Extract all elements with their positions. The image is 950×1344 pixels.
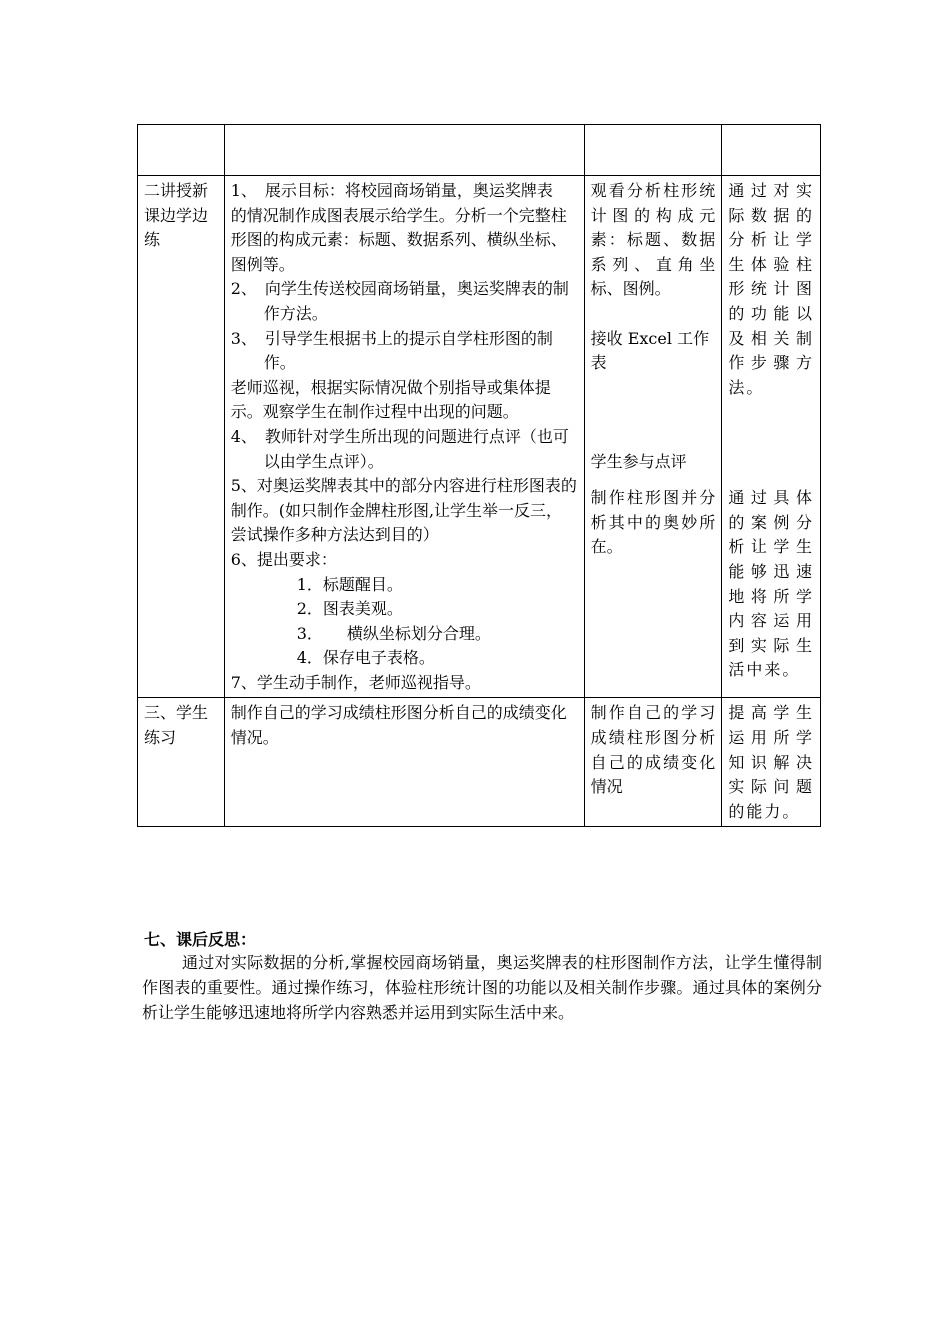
reflection-heading: 七、课后反思： — [144, 930, 257, 949]
stage-cell — [138, 176, 225, 698]
list-item: 5、对奥运奖牌表其中的部分内容进行柱形图表的制作。(如只制作金牌柱形图,让学生举一反三，尝试操作多种方法达到目的） — [230, 476, 577, 545]
student-activity-cell — [584, 698, 722, 827]
reflection-body: 通过对实际数据的分析,掌握校园商场销量，奥运奖牌表的柱形图制作方法，让学生懂得制作图表的重要性。通过操作练习，体验柱形统计图的功能以及相关制作步骤。通过具体的案例分析让学生能够迅速地将所学内容熟悉并运用到实际生活中来。 — [142, 953, 822, 1022]
table-cell — [224, 125, 584, 176]
requirement-item: 3． 横纵坐标划分合理。 — [296, 623, 491, 643]
list-item: 7、学生动手制作，老师巡视指导。 — [230, 672, 481, 692]
list-item: 6、提出要求： — [230, 549, 337, 569]
student-activity: 观看分析柱形统计图的构成元素：标题、数据系列、直角坐标、图例。 — [590, 181, 716, 299]
list-item: 的情况制作成图表展示给学生。分析一个完整柱形图的构成元素：标题、数据系列、横纵坐标、图例等。 — [230, 205, 567, 274]
teacher-activity-cell — [224, 698, 584, 827]
student-activity: 接收 Excel 工作表 — [590, 328, 710, 373]
student-activity: 学生参与点评 — [590, 451, 687, 471]
requirement-item: 2．图表美观。 — [296, 599, 403, 619]
requirement-item: 4．保存电子表格。 — [296, 648, 435, 668]
lesson-plan-table — [137, 124, 821, 827]
list-item: 1、 展示目标：将校园商场销量，奥运奖牌表 — [230, 181, 553, 200]
purpose-cell — [722, 698, 821, 827]
teacher-activity: 制作自己的学习成绩柱形图分析自己的成绩变化情况。 — [230, 703, 567, 748]
purpose-text: 提高学生运用所学知识解决实际问题的能力。 — [728, 703, 814, 821]
table-cell — [138, 125, 225, 176]
table-row — [138, 176, 821, 698]
purpose-text: 通过对实际数据的分析让学生体验柱形统计图的功能以及相关制作步骤方法。 — [728, 181, 814, 397]
table-row — [138, 698, 821, 827]
stage-cell — [138, 698, 225, 827]
stage-label: 二讲授新课边学边练 — [144, 181, 209, 250]
list-item: 2、 向学生传送校园商场销量，奥运奖牌表的制作方法。 — [230, 279, 569, 323]
table-cell — [584, 125, 722, 176]
purpose-cell — [722, 176, 821, 698]
list-item: 3、 引导学生根据书上的提示自学柱形图的制作。 — [230, 328, 553, 373]
stage-label: 三、学生练习 — [144, 703, 209, 748]
teacher-activity-cell — [224, 176, 584, 698]
list-item: 老师巡视，根据实际情况做个别指导或集体提示。观察学生在制作过程中出现的问题。 — [230, 377, 551, 422]
requirement-item: 1．标题醒目。 — [296, 574, 403, 594]
student-activity: 制作自己的学习成绩柱形图分析自己的成绩变化情况 — [590, 703, 716, 797]
table-cell — [722, 125, 821, 176]
student-activity-cell — [584, 176, 722, 698]
table-row — [138, 125, 821, 176]
purpose-text: 通过具体的案例分析让学生能够迅速地将所学内容运用到实际生活中来。 — [728, 488, 814, 680]
list-item: 4、 教师针对学生所出现的问题进行点评（也可以由学生点评）。 — [230, 426, 569, 471]
student-activity: 制作柱形图并分析其中的奥妙所在。 — [590, 488, 716, 557]
